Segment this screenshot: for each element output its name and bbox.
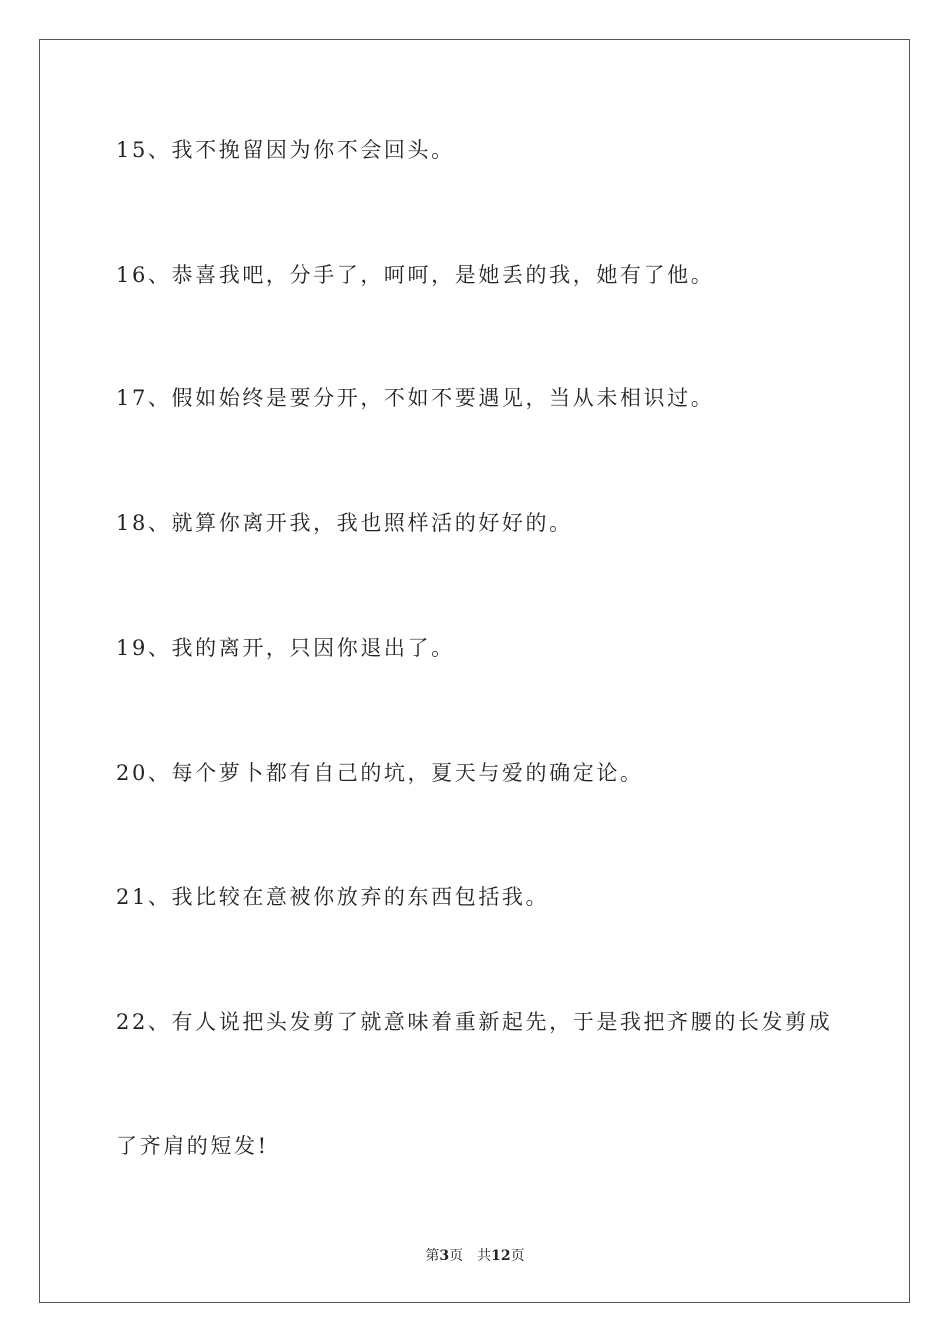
text-line-22-continued: 了齐肩的短发! [116,1134,269,1158]
footer-total-pages: 12 [491,1248,511,1264]
text-line-20: 20、每个萝卜都有自己的坑，夏天与爱的确定论。 [116,761,644,785]
text-line-18: 18、就算你离开我，我也照样活的好好的。 [116,511,573,535]
text-line-15: 15、我不挽留因为你不会回头。 [116,138,455,162]
text-line-16: 16、恭喜我吧，分手了，呵呵，是她丢的我，她有了他。 [116,263,715,287]
text-line-22: 22、有人说把头发剪了就意味着重新起先，于是我把齐腰的长发剪成 [116,1010,833,1034]
page-footer [0,1247,950,1265]
page-border [39,39,910,1303]
footer-page-prefix: 第 [425,1248,440,1264]
text-line-19: 19、我的离开，只因你退出了。 [116,636,455,660]
footer-total-prefix: 共 [477,1248,492,1264]
footer-page-number: 3 [439,1248,450,1264]
footer-page-suffix: 页 [449,1248,464,1264]
text-line-21: 21、我比较在意被你放弃的东西包括我。 [116,885,550,909]
text-line-17: 17、假如始终是要分开，不如不要遇见，当从未相识过。 [116,386,715,410]
footer-total-suffix: 页 [510,1248,525,1264]
